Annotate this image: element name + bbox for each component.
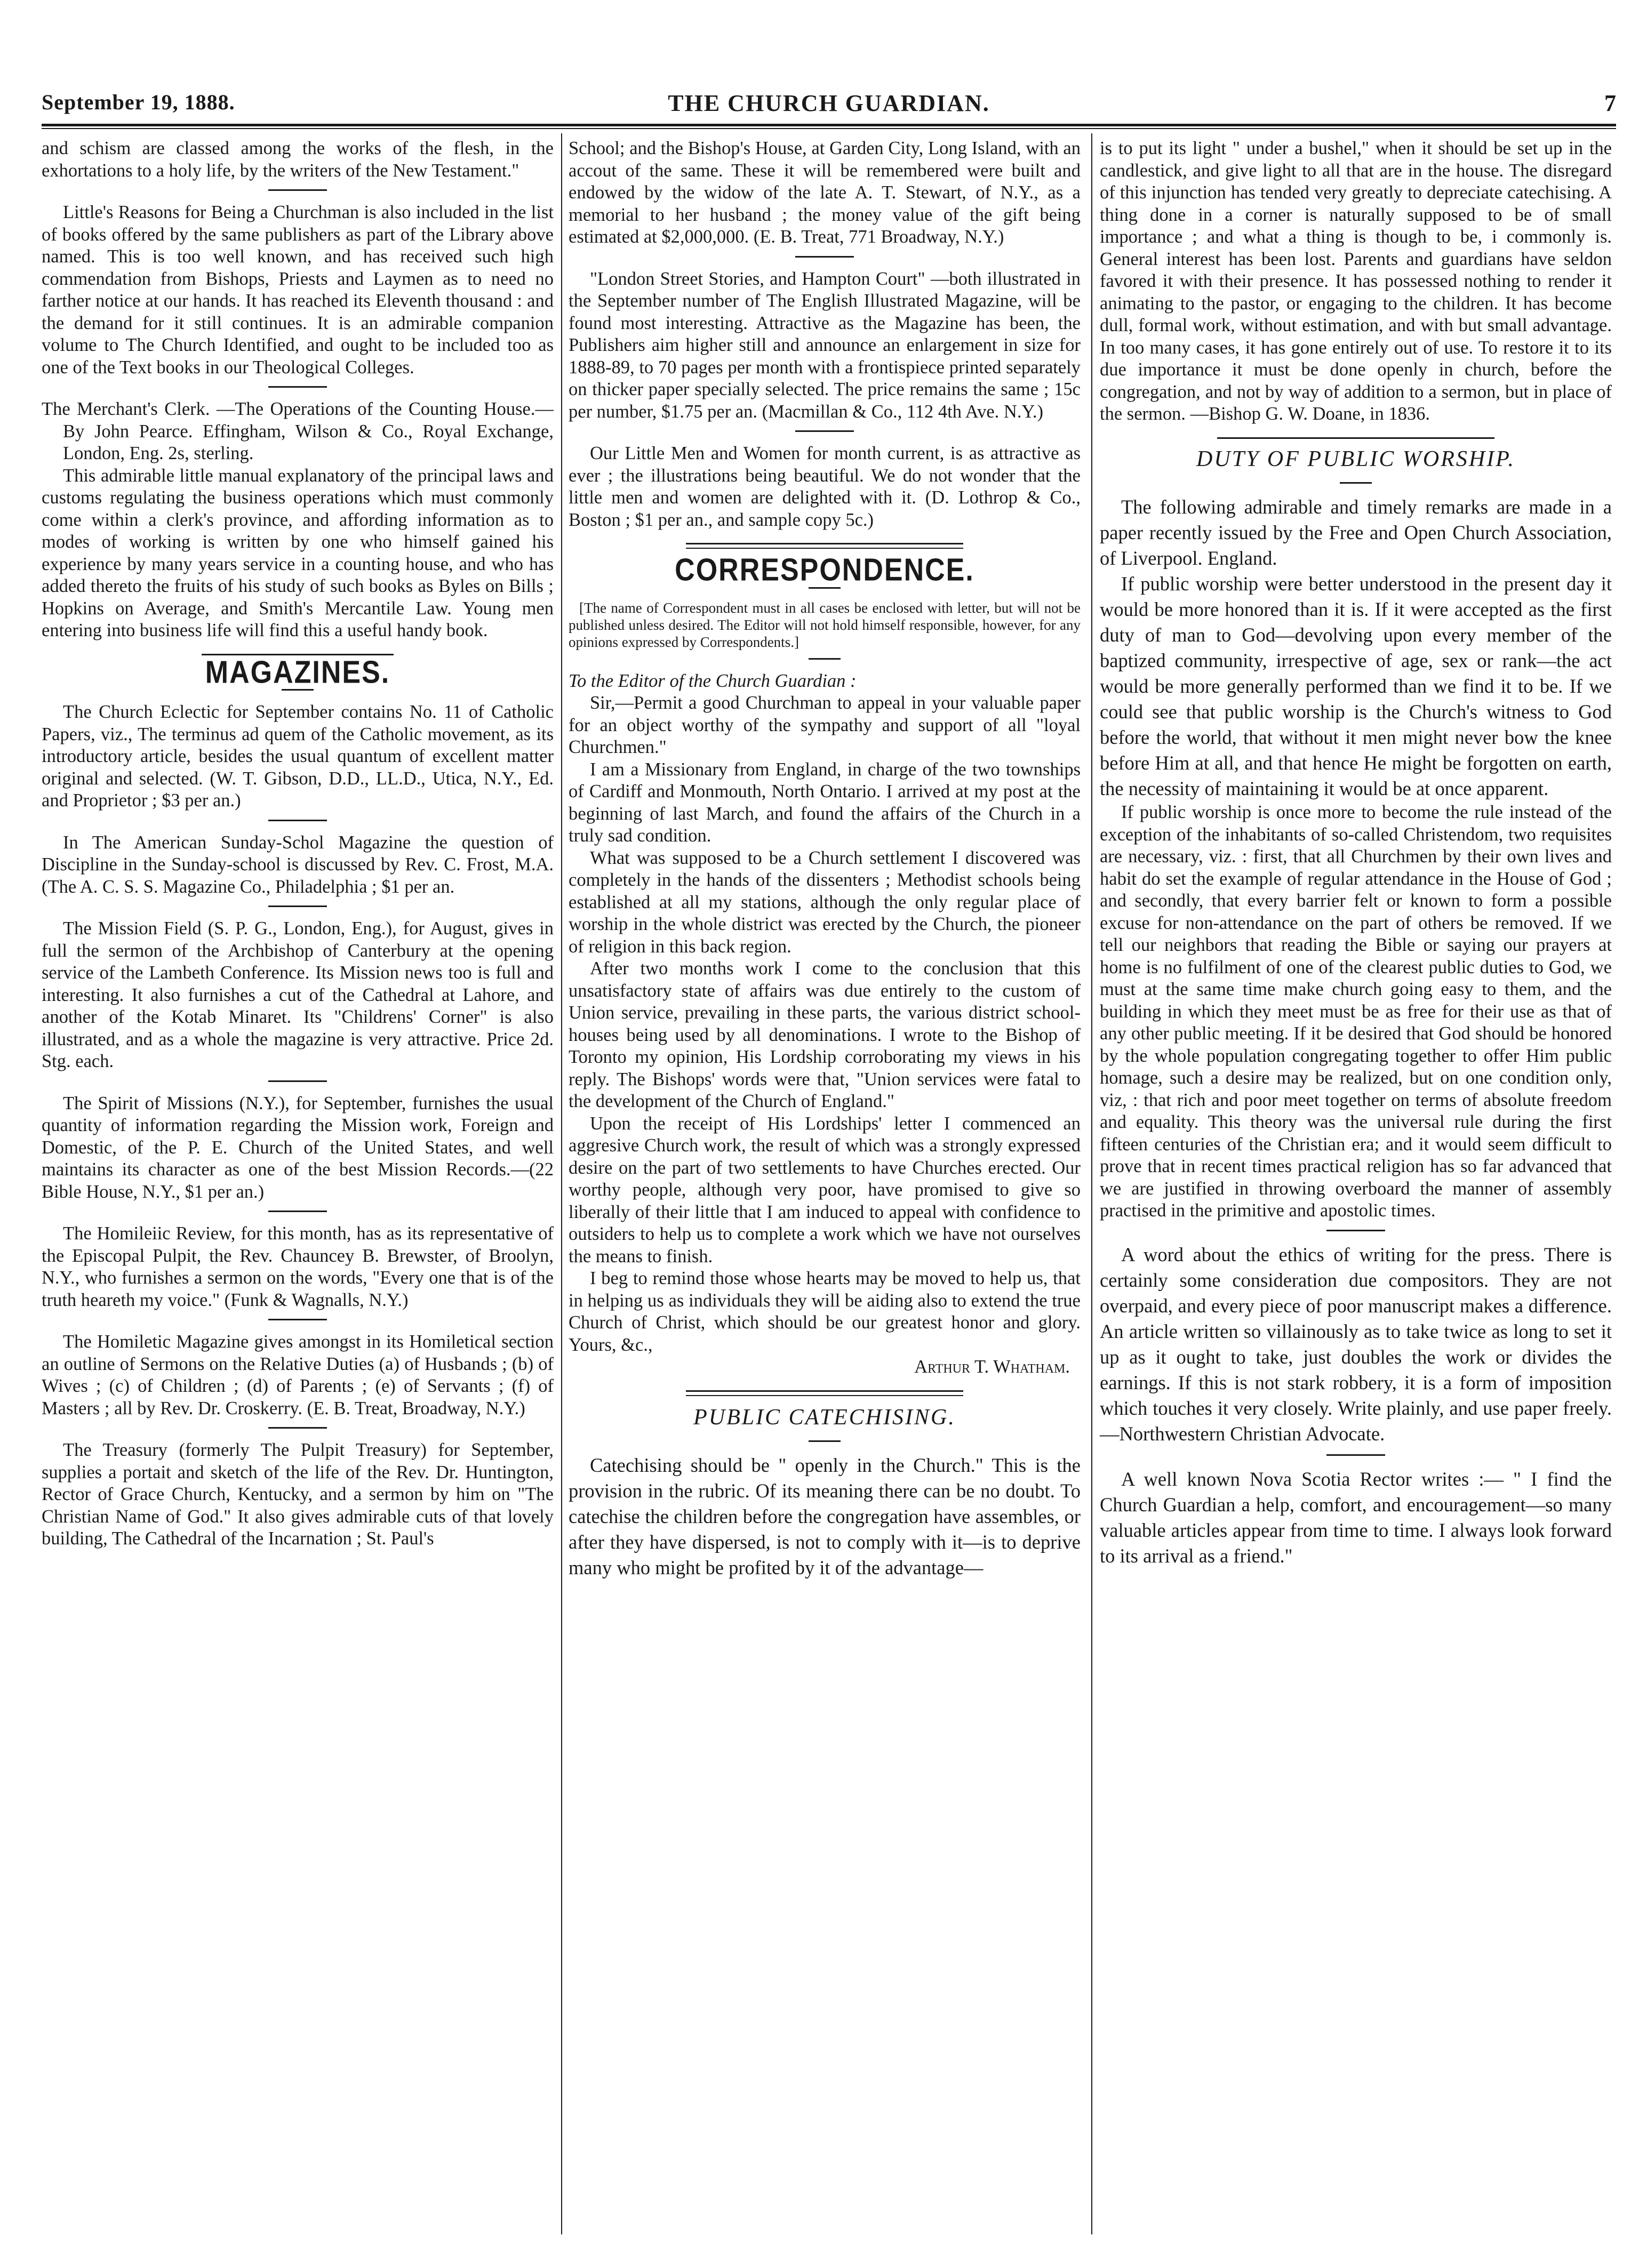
divider xyxy=(1326,1454,1385,1456)
review-littles-reasons: Little's Reasons for Being a Churchman is also included in the list of books offered by the same publishers as part of the Library above named. This is too well known, and has received such high commendation from Bishops, Priests and Laymen as to need no farther notice at our hands. It has reached its Eleventh thousand : and the demand for it still continues. It is an admirable companion volume to The Church Identified, and ought to be included too as one of the Text books in our Theological Colleges. xyxy=(42,202,554,378)
page-number: 7 xyxy=(1604,90,1616,116)
correspondence-heading: CORRESPONDENCE. xyxy=(675,552,974,588)
letter-salutation: To the Editor of the Church Guardian : xyxy=(569,670,857,691)
divider xyxy=(268,189,327,191)
issue-date: September 19, 1888. xyxy=(42,90,235,114)
letter-paragraph: What was supposed to be a Church settlement I discovered was completely in the hands of the dissenters ; Methodist schools being established at all my stations, although the only regular place of worship in the whole district was erected by the Church, the pioneer of religion in this back region. xyxy=(569,847,1081,957)
magazines-heading: MAGAZINES. xyxy=(205,654,390,690)
magazine-mission-field: The Mission Field (S. P. G., London, Eng.), for August, gives in full the sermon of the Archbishop of Canterbury at the opening service of the Lambeth Conference. Its Mission news too is full and interesting. It also furnishes a cut of the Cathedral at Lahore, and another of the Kotab Minaret. Its "Childrens' Corner" is also illustrated, and as a whole the magazine is very attractive. Price 2d. Stg. each. xyxy=(42,918,554,1071)
divider xyxy=(268,1319,327,1320)
letter-paragraph: After two months work I come to the conclusion that this unsatisfactory state of affairs was due entirely to the custom of Union service, prevailing in these parts, the various district school-houses being used by all denominations. I wrote to the Bishop of Toronto my opinion, His Lordship corroborating my views in his reply. The Bishops' words were that, "Union services were fatal to the development of the Church of England." xyxy=(569,958,1081,1111)
column-1 xyxy=(42,138,554,1550)
masthead-title: THE CHURCH GUARDIAN. xyxy=(668,90,990,116)
column-3 xyxy=(1100,138,1612,1569)
divider xyxy=(268,820,327,821)
magazine-sunday-school: In The American Sunday-Schol Magazine the question of Discipline in the Sunday-school is discussed by Rev. C. Frost, M.A. (The A. C. S. S. Magazine Co., Philadelphia ; $1 per an. xyxy=(42,832,554,897)
divider xyxy=(1217,437,1494,439)
divider xyxy=(686,543,963,544)
paragraph: and schism are classed among the works of the flesh, in the exhortations to a holy life, by the writers of the New Testament." xyxy=(42,138,554,181)
article-paragraph: The following admirable and timely remarks are made in a paper recently issued by the Free and Open Church Association, of Liverpool. England. xyxy=(1100,496,1612,569)
article-ethics-of-writing: A word about the ethics of writing for the press. There is certainly some consideration due compositors. They are not overpaid, and every piece of poor manuscript makes a difference. An article written so villainously as to take twice as long to set it up as it ought to take, just doubles the work or divides the earnings. If this is not stark robbery, it is a form of imposition which touches it very closely. Write plainly, and use paper freely.—Northwestern Christian Advocate. xyxy=(1100,1243,1612,1445)
magazine-homiletic-review: The Homileiic Review, for this month, has as its representative of the Episcopal Pulpit, the Rev. Chauncey B. Brewster, of Broolyn, N.Y., who furnishes a sermon on the words, "Every one that is of the truth heareth my voice." (Funk & Wagnalls, N.Y.) xyxy=(42,1223,554,1310)
catechising-heading: PUBLIC CATECHISING. xyxy=(693,1405,956,1430)
review-merchants-clerk: This admirable little manual explanatory of the principal laws and customs regulating the business operations which must commonly come within a clerk's province, and affording information as to modes of working is written by one who himself gained his experience by many years service in a counting house, and who has added thereto the fruits of his study of such books as Byles on Bills ; Hopkins on Average, and Smith's Mercantile Law. Young men entering into business life will find this a useful handy book. xyxy=(42,465,554,640)
magazine-spirit-of-missions: The Spirit of Missions (N.Y.), for September, furnishes the usual quantity of information regarding the Mission work, Foreign and Domestic, of the P. E. Church of the United States, and well maintains its character as one of the best Mission Records.—(22 Bible House, N.Y., $1 per an.) xyxy=(42,1093,554,1202)
header-rule xyxy=(42,124,1616,126)
article-paragraph: If public worship is once more to become the rule instead of the exception of the inhabitants of so-called Christendom, two requisites are necessary, viz. : first, that all Churchmen by their own lives and habit do set the example of regular attendance in the House of God ; and secondly, that every barrier felt or known to form a possible excuse for non-attendance on the part of others be removed. If we tell our neighbors that reading the Bible or saying our prayers at home is no fulfilment of one of the clearest public duties to God, we must at the same time make church going easy to them, and the building in which they meet must be as free for their use as that of any other public meeting. If it be desired that God should be honored by the whole population congregating together to offer Him public homage, such a desire may be realized, but on one condition only, viz, : that rich and poor meet together on terms of absolute freedom and equality. This theory was the universal rule during the first fifteen centuries of the Christian era; and it would seem difficult to prove that in recent times practical religion has so far advanced that we are justified in throwing overboard the manner of assembly practised in the primitive and apostolic times. xyxy=(1100,802,1612,1221)
divider xyxy=(268,386,327,388)
letter-paragraph: Upon the receipt of His Lordships' letter I commenced an aggresive Church work, the result of which was a strongly expressed desire on the part of two settlements to have Churches erected. Our worthy people, although very poor, have promised to give so liberally of their little that I am induced to appeal with confidence to outsiders to help us to complete a work which we have not ourselves the means to finish. xyxy=(569,1113,1081,1267)
divider xyxy=(795,256,854,258)
divider xyxy=(1340,482,1372,484)
magazine-treasury: The Treasury (formerly The Pulpit Treasury) for September, supplies a portait and sketch of the life of the Rev. Dr. Huntington, Rector of Grace Church, Kentucky, and a sermon by him on "The Christian Name of God." It also gives admirable cuts of that lovely building, The Cathedral of the Incarnation ; St. Paul's xyxy=(42,1440,554,1549)
divider xyxy=(809,1440,841,1442)
letter-paragraph: Sir,—Permit a good Churchman to appeal in your valuable paper for an object worthy of the sympathy and support of all "loyal Churchmen." xyxy=(569,693,1081,757)
letter-paragraph: I beg to remind those whose hearts may be moved to help us, that in helping us as individuals they will be aiding also to extend the true Church of Christ, which should be our greatest honor and glory. Yours, &c., xyxy=(569,1268,1081,1355)
article-nova-scotia-rector: A well known Nova Scotia Rector writes :— " I find the Church Guardian a help, comfort, and encouragement—so many valuable articles appear from time to time. I always look forward to its arrival as a friend." xyxy=(1100,1468,1612,1567)
column-2 xyxy=(569,138,1081,1581)
book-title-merchants-clerk: The Merchant's Clerk. —The Operations of the Counting House.—By John Pearce. Effingham, Wilson & Co., Royal Exchange, London, Eng. 2s, sterling. xyxy=(42,399,554,463)
paragraph: School; and the Bishop's House, at Garden City, Long Island, with an accout of the same. These it will be remembered were built and endowed by the widow of the late A. T. Stewart, of N.Y., as a memorial to her husband ; the money value of the gift being estimated at $2,000,000. (E. B. Treat, 771 Broadway, N.Y.) xyxy=(569,138,1081,247)
article-paragraph: Catechising should be " openly in the Church." This is the provision in the rubric. Of its meaning there can be no doubt. To catechise the children before the congregation have assembles, or after they have dispersed, is not to comply with it—is to deprive many who might be profited by it of the advantage— xyxy=(569,1454,1081,1578)
divider xyxy=(268,1211,327,1212)
divider xyxy=(795,430,854,432)
magazine-little-men-women: Our Little Men and Women for month current, is as attractive as ever ; the illustrations being beautiful. We do not wonder that the little men and women are delighted with it. (D. Lothrop & Co., Boston ; $1 per an., and sample copy 5c.) xyxy=(569,443,1081,530)
divider xyxy=(809,658,841,660)
magazine-homiletic-magazine: The Homiletic Magazine gives amongst in its Homiletical section an outline of Sermons on the Relative Duties (a) of Husbands ; (b) of Wives ; (c) of Children ; (d) of Parents ; (e) of Servants ; (f) of Masters ; all by Rev. Dr. Croskerry. (E. B. Treat, Broadway, N.Y.) xyxy=(42,1332,554,1418)
column-divider xyxy=(1091,133,1092,2234)
article-paragraph: If public worship were better understood in the present day it would be more honored than it is. If it were accepted as the first duty of man to God—devolving upon every member of the baptized community, irrespective of age, sex or rank—the act would be more generally performed than we find it to be. If we could see that public worship is the Church's witness to God before the world, that without it men might never bow the knee before Him at all, and that hence He might be forgotten on earth, the necessity of maintaining it would be at once apparent. xyxy=(1100,573,1612,799)
magazine-english-illustrated: "London Street Stories, and Hampton Court" —both illustrated in the September number of The English Illustrated Magazine, will be found most interesting. Attractive as the Magazine has been, the Publishers aim higher still and announce an enlargement in size for 1888-89, to 70 pages per month with a frontispiece printed separately on thicker paper specially selected. The price remains the same ; 15c per number, $1.75 per an. (Macmillan & Co., 112 4th Ave. N.Y.) xyxy=(569,268,1081,422)
public-worship-heading: DUTY OF PUBLIC WORSHIP. xyxy=(1196,446,1515,471)
divider xyxy=(686,548,963,549)
column-divider xyxy=(561,133,562,2234)
divider xyxy=(268,1080,327,1082)
header-rule-thin xyxy=(42,128,1616,129)
article-paragraph: is to put its light " under a bushel," when it should be set up in the candlestick, and give light to all that are in the house. The disregard of this injunction has tended very greatly to depreciate catechising. A thing done in a corner is naturally supposed to be of small importance ; and what a thing is though to be, i commonly is. General interest has been lost. Parents and guardians have seldon favored it with their presence. It has possessed nothing to render it animating to the pastor, or engaging to the children. It has become dull, formal work, without estimation, and with but small advantage. In too many cases, it has gone entirely out of use. To restore it to its due importance it must be done openly in church, before the congregation, and not by way of addition to a sermon, but in place of the sermon. —Bishop G. W. Doane, in 1836. xyxy=(1100,138,1612,424)
divider xyxy=(268,1427,327,1429)
magazine-church-eclectic: The Church Eclectic for September contains No. 11 of Catholic Papers, viz., The terminus ad quem of the Catholic movement, as its introductory article, besides the usual quantum of excellent matter original and selected. (W. T. Gibson, D.D., LL.D., Utica, N.Y., Ed. and Proprietor ; $3 per an.) xyxy=(42,702,554,811)
divider xyxy=(686,1395,963,1396)
divider xyxy=(686,1390,963,1392)
editorial-note: [The name of Correspondent must in all cases be enclosed with letter, but will not be published unless desired. The Editor will not hold himself responsible, however, for any opinions expressed by Correspondents.] xyxy=(569,599,1081,650)
letter-paragraph: I am a Missionary from England, in charge of the two townships of Cardiff and Monmouth, North Ontario. I arrived at my post at the beginning of last March, and found the affairs of the Church in a truly sad condition. xyxy=(569,759,1081,846)
page-header xyxy=(42,90,1616,122)
divider xyxy=(1326,1230,1385,1231)
letter-signature: Arthur T. Whatham. xyxy=(914,1357,1070,1377)
divider xyxy=(268,905,327,907)
